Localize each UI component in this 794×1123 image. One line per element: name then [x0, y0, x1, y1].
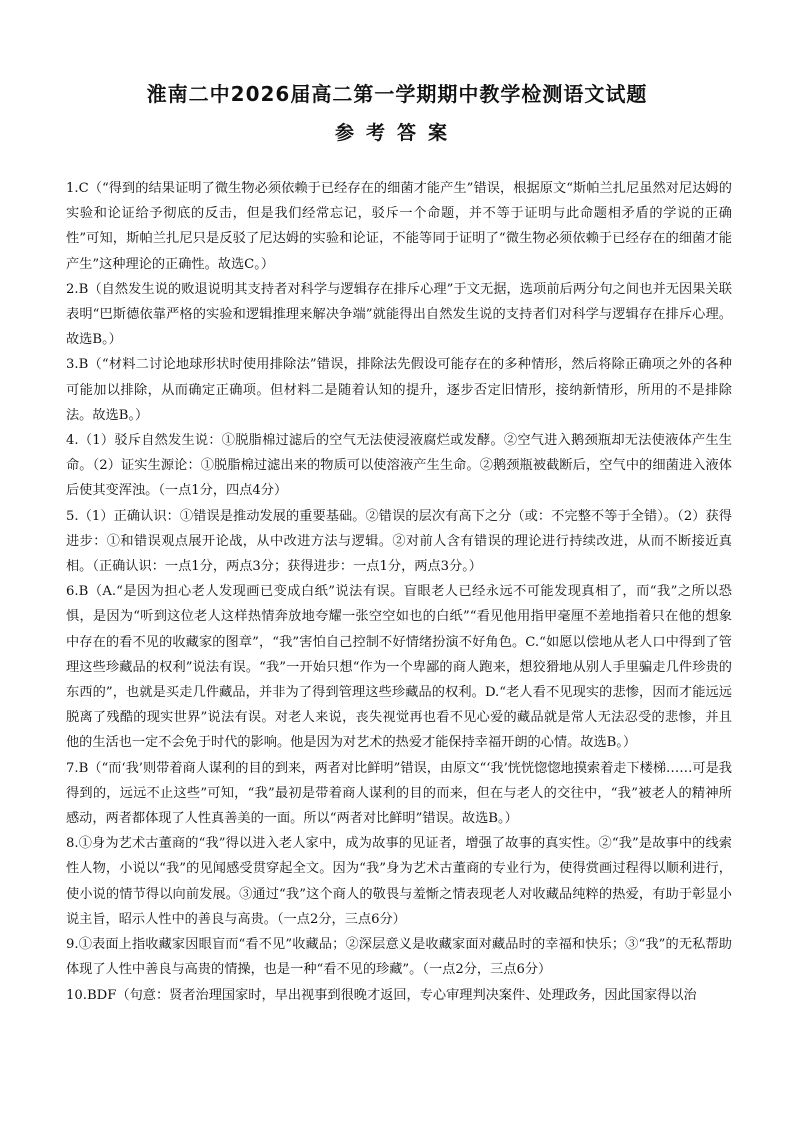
answer-item [66, 176, 732, 277]
answer-item [66, 352, 732, 428]
answer-text: 7.B（“而‘我’则带着商人谋利的目的到来，两者对比鲜明”错误，由原文“‘我’恍恍惚惚地摸索着走下楼梯……可是我得到的，远远不止这些”可知，“我”最初是带着商人谋利的目的而来，但在与老人的交往中，“我”被老人的精神所感动，两者都体现了人性真善美的一面。所以“两者对比鲜明”错误。故选B。） [66, 760, 732, 827]
answer-text: 10.BDF（句意：贤者治理国家时，早出视事到很晚才返回，专心审理判决案件、处理政务，因此国家得以治 [66, 987, 697, 1003]
answer-item [66, 756, 732, 832]
answer-item [66, 983, 732, 1008]
answer-item [66, 504, 732, 580]
page-subtitle: 参考答案 [334, 122, 459, 144]
answer-item [66, 277, 732, 353]
answer-text: 8.①身为艺术古董商的“我”得以进入老人家中，成为故事的见证者，增强了故事的真实性。②“我”是故事中的线索性人物，小说以“我”的见闻感受贯穿起全文。因为“我”身为艺术古董商的专业行为，使得赏画过程得以顺利进行，使小说的情节得以向前发展。③通过“我”这个商人的敬畏与羞惭之情表现老人对收藏品纯粹的热爱，有助于彰显小说主旨，昭示人性中的善良与高贵。（一点2分，三点6分） [66, 836, 732, 927]
answer-text: 3.B（“材料二讨论地球形状时使用排除法”错误，排除法先假设可能存在的多种情形，然后将除正确项之外的各种可能加以排除，从而确定正确项。但材料二是随着认知的提升，逐步否定旧情形，接纳新情形，所用的不是排除法。故选B。） [66, 357, 732, 423]
answer-text: 9.①表面上指收藏家因眼盲而“看不见”收藏品；②深层意义是收藏家面对藏品时的幸福和快乐；③“我”的无私帮助体现了人性中善良与高贵的情操，也是一种“看不见的珍藏”。（一点2分，三点6分） [66, 937, 732, 978]
answer-text: 4.（1）驳斥自然发生说：①脱脂棉过滤后的空气无法使浸液腐烂或发酵。②空气进入鹅颈瓶却无法使液体产生生命。（2）证实生源论：①脱脂棉过滤出来的物质可以使溶液产生生命。②鹅颈瓶被截断后，空气中的细菌进入液体后使其变浑浊。（一点1分，四点4分） [66, 433, 732, 499]
answer-item [66, 831, 732, 932]
answer-list [66, 176, 732, 1008]
answer-text: 6.B（A.“是因为担心老人发现画已变成白纸”说法有误。盲眼老人已经永远不可能发现真相了，而“我”之所以恐惧，是因为“听到这位老人这样热情奔放地夸耀一张空空如也的白纸”“看见他用指甲毫厘不差地指着只在他的想象中存在的看不见的收藏家的图章”，“我”害怕自己控制不好情绪扮演不好角色。C.“如愿以偿地从老人口中得到了管理这些珍藏品的权利”说法有误。“我”一开始只想“作为一个卑鄙的商人跑来，想狡猾地从别人手里骗走几件珍贵的东西的”，也就是买走几件藏品，并非为了得到管理这些珍藏品的权利。D.“老人看不见现实的悲惨，因而才能远远脱离了残酷的现实世界”说法有误。对老人来说，丧失视觉再也看不见心爱的藏品就是常人无法忍受的悲惨，并且他的生活也一定不会免于时代的影响。他是因为对艺术的热爱才能保持幸福开朗的心情。故选B。） [66, 584, 732, 751]
answer-text: 1.C（“得到的结果证明了微生物必须依赖于已经存在的细菌才能产生”错误，根据原文“斯帕兰扎尼虽然对尼达姆的实验和论证给予彻底的反击，但是我们经常忘记，驳斥一个命题，并不等于证明与此命题相矛盾的学说的正确性”可知，斯帕兰扎尼只是反驳了尼达姆的实验和论证，不能等同于证明了“微生物必须依赖于已经存在的细菌才能产生”这种理论的正确性。故选C。） [66, 181, 732, 272]
answer-item [66, 932, 732, 982]
answer-item [66, 428, 732, 504]
answer-text: 2.B（自然发生说的败退说明其支持者对科学与逻辑存在排斥心理”于文无据，选项前后两分句之间也并无因果关联表明“巴斯德依靠严格的实验和逻辑推理来解决争端”就能得出自然发生说的支持者们对科学与逻辑存在排斥心理。故选B。） [66, 281, 732, 348]
answer-item [66, 579, 732, 755]
answer-text: 5.（1）正确认识：①错误是推动发展的重要基础。②错误的层次有高下之分（或：不完整不等于全错）。（2）获得进步：①和错误观点展开论战，从中改进方法与逻辑。②对前人含有错误的理论进行持续改进，从而不断接近真相。（正确认识：一点1分，两点3分；获得进步：一点1分，两点3分。） [66, 508, 732, 575]
page-title: 淮南二中2026届高二第一学期期中教学检测语文试题 [146, 82, 648, 106]
